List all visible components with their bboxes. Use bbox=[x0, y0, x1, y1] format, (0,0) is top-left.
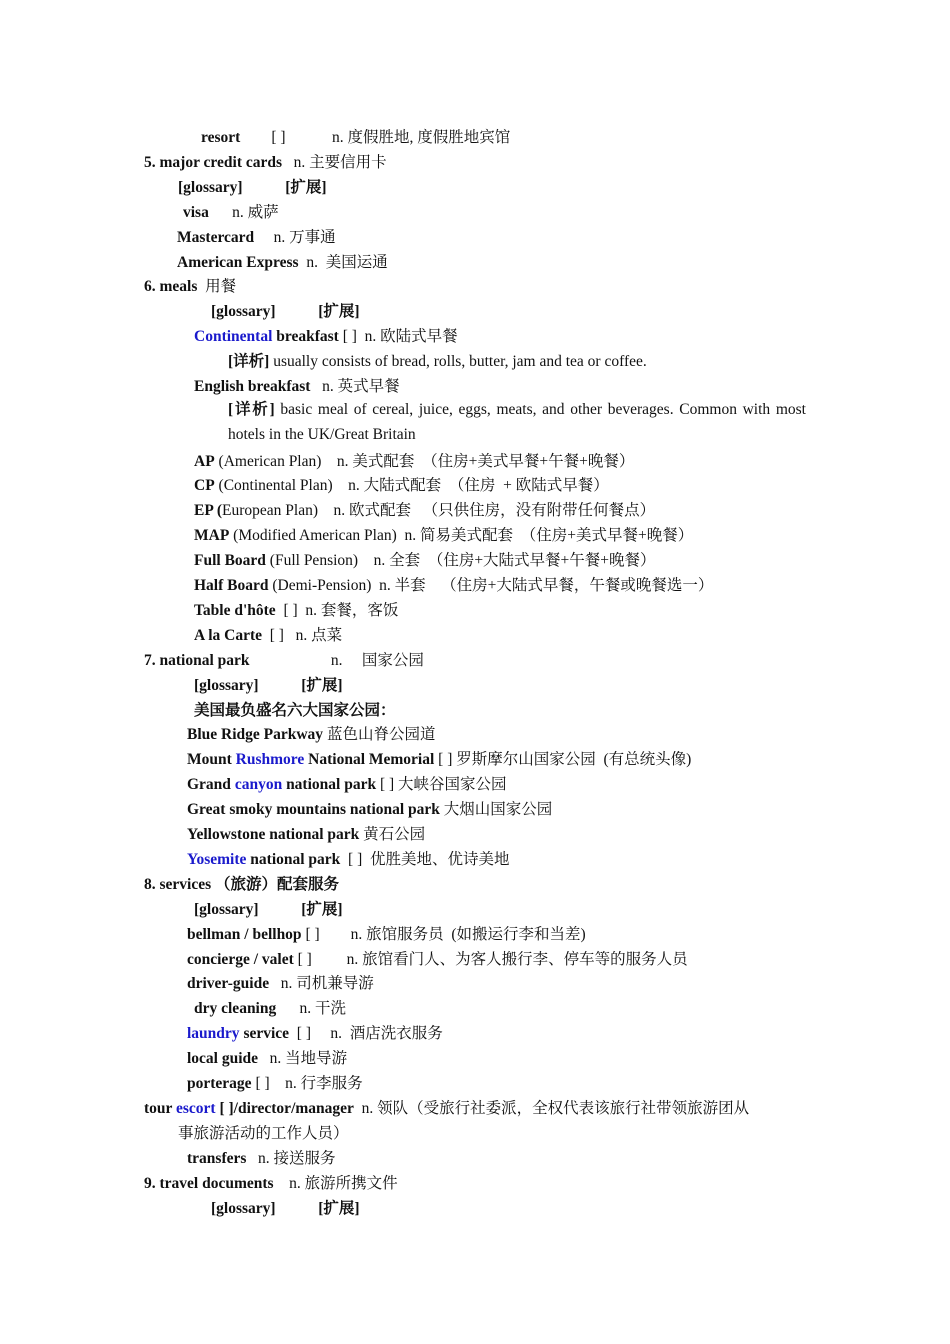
term-text: Table d'hôte bbox=[194, 602, 276, 619]
definition-text: [ ] 罗斯摩尔山国家公园 (有总统头像) bbox=[434, 751, 692, 768]
term-text: [详析] bbox=[228, 353, 270, 370]
term-text: driver-guide bbox=[187, 975, 270, 992]
document-line bbox=[211, 1199, 360, 1219]
document-line bbox=[194, 501, 655, 521]
document-line bbox=[194, 676, 343, 696]
term-text: laundry bbox=[187, 1025, 240, 1042]
definition-text: [ ] n. 旅馆服务员 (如搬运行李和当差) bbox=[301, 926, 586, 943]
definition-text: [ ] n. 度假胜地, 度假胜地宾馆 bbox=[240, 129, 511, 146]
definition-text: n. 英式早餐 bbox=[310, 378, 400, 395]
document-line bbox=[194, 601, 398, 621]
term-text: 5. major credit cards bbox=[144, 154, 283, 171]
document-line bbox=[194, 476, 609, 496]
definition-text: n. 当地导游 bbox=[258, 1050, 348, 1067]
document-line bbox=[194, 526, 693, 546]
document-line bbox=[194, 999, 346, 1019]
term-text: Mastercard bbox=[177, 229, 255, 246]
entry-tour-escort bbox=[144, 1099, 749, 1119]
definition-text: n. 威萨 bbox=[208, 204, 279, 221]
document-line bbox=[187, 1149, 336, 1169]
document-line bbox=[194, 576, 713, 596]
term-text: national park bbox=[246, 851, 341, 868]
definition-text: basic meal of cereal, juice, eggs, meats, and other beverages. Common with most hotels in the UK/Great Britain bbox=[228, 401, 806, 443]
term-text: bellman / bellhop bbox=[187, 926, 302, 943]
definition-text: (Continental Plan) n. 大陆式配套 （住房 + 欧陆式早餐） bbox=[214, 477, 609, 494]
definition-text: [ ] n. 点菜 bbox=[262, 627, 343, 644]
term-text: Rushmore bbox=[235, 751, 305, 768]
term-text: national park bbox=[282, 776, 377, 793]
term-text: canyon bbox=[234, 776, 283, 793]
entry-tour-escort-continuation bbox=[178, 1124, 349, 1144]
document-paragraph bbox=[228, 398, 806, 447]
term-text: local guide bbox=[187, 1050, 259, 1067]
term-text: transfers bbox=[187, 1150, 247, 1167]
term-text: Great smoky mountains national park bbox=[187, 801, 440, 818]
definition-text: n. 旅游所携文件 bbox=[273, 1175, 398, 1192]
term-text: [glossary] [扩展] bbox=[194, 677, 343, 694]
document-line bbox=[194, 327, 458, 347]
definition-text: n. 接送服务 bbox=[246, 1150, 336, 1167]
definition-text: n. 主要信用卡 bbox=[282, 154, 387, 171]
term-text: 8. services （旅游）配套服务 bbox=[144, 876, 340, 893]
document-line bbox=[144, 875, 339, 895]
definition-text: n. 万事通 bbox=[254, 229, 336, 246]
term-text: concierge / valet bbox=[187, 951, 294, 968]
term-text: Yosemite bbox=[187, 851, 247, 868]
term-text: Mount bbox=[187, 751, 236, 768]
term-text: Grand bbox=[187, 776, 235, 793]
entry-text: 事旅游活动的工作人员） bbox=[178, 1125, 349, 1142]
term-text: [glossary] [扩展] bbox=[178, 179, 327, 196]
document-line bbox=[194, 551, 656, 571]
document-line bbox=[144, 153, 387, 173]
document-line bbox=[144, 277, 236, 297]
term-text: 9. travel documents bbox=[144, 1175, 274, 1192]
document-line bbox=[187, 950, 688, 970]
definition-text: 用餐 bbox=[197, 278, 237, 295]
definition-text: [ ] n. 套餐，客饭 bbox=[275, 602, 399, 619]
document-line bbox=[201, 128, 510, 148]
term-text: porterage bbox=[187, 1075, 252, 1092]
term-text: [详析] bbox=[228, 401, 275, 418]
term-text: AP bbox=[194, 453, 215, 470]
definition-text: (Full Pension) n. 全套 （住房+大陆式早餐+午餐+晚餐） bbox=[265, 552, 656, 569]
term-text: resort bbox=[201, 129, 241, 146]
document-line bbox=[187, 1049, 347, 1069]
definition-text: European Plan) n. 欧式配套 （只供住房，没有附带任何餐点） bbox=[222, 502, 656, 519]
term-text: Half Board bbox=[194, 577, 269, 594]
document-line bbox=[178, 178, 327, 198]
document-line bbox=[187, 1024, 443, 1044]
term-text: CP bbox=[194, 477, 215, 494]
definition-text: n. 领队（受旅行社委派，全权代表该旅行社带领旅游团从 bbox=[353, 1100, 750, 1117]
document-line bbox=[187, 974, 374, 994]
document-line bbox=[187, 1074, 363, 1094]
definition-text: (American Plan) n. 美式配套 （住房+美式早餐+午餐+晚餐） bbox=[214, 453, 635, 470]
document-line bbox=[187, 750, 691, 770]
term-text: American Express bbox=[177, 254, 299, 271]
definition-text: (Demi-Pension) n. 半套 （住房+大陆式早餐，午餐或晚餐选一） bbox=[268, 577, 714, 594]
document-line bbox=[183, 203, 279, 223]
term-text: 美国最负盛名六大国家公园： bbox=[194, 702, 396, 719]
document-line bbox=[144, 651, 424, 671]
term-text: English breakfast bbox=[194, 378, 311, 395]
term-text: breakfast bbox=[272, 328, 339, 345]
definition-text: [ ] n. 行李服务 bbox=[251, 1075, 363, 1092]
definition-text: usually consists of bread, rolls, butter, jam and tea or coffee. bbox=[269, 353, 647, 370]
definition-text: [ ] 优胜美地、优诗美地 bbox=[340, 851, 510, 868]
definition-text: 大烟山国家公园 bbox=[439, 801, 553, 818]
document-line bbox=[187, 825, 425, 845]
term-text: visa bbox=[183, 204, 209, 221]
document-line bbox=[194, 452, 634, 472]
document-line bbox=[194, 701, 396, 721]
term-text: tour bbox=[144, 1100, 177, 1117]
term-text: [glossary] [扩展] bbox=[194, 901, 343, 918]
term-text: Yellowstone national park bbox=[187, 826, 360, 843]
document-line bbox=[194, 626, 342, 646]
term-text: [glossary] [扩展] bbox=[211, 303, 360, 320]
definition-text: [ ] n. 酒店洗衣服务 bbox=[289, 1025, 443, 1042]
definition-text: 黄石公园 bbox=[359, 826, 426, 843]
definition-text: [ ] 大峡谷国家公园 bbox=[376, 776, 507, 793]
term-text: escort bbox=[176, 1100, 216, 1117]
term-text: EP ( bbox=[194, 502, 222, 519]
document-line bbox=[177, 228, 336, 248]
term-text: National Memorial bbox=[304, 751, 435, 768]
term-text: MAP bbox=[194, 527, 230, 544]
term-text: Full Board bbox=[194, 552, 266, 569]
definition-text: [ ] n. 旅馆看门人、为客人搬行李、停车等的服务人员 bbox=[293, 951, 688, 968]
document-line bbox=[187, 800, 552, 820]
term-text: service bbox=[239, 1025, 290, 1042]
term-text: [glossary] [扩展] bbox=[211, 1200, 360, 1217]
term-text: 6. meals bbox=[144, 278, 198, 295]
term-text: [ ]/director/manager bbox=[215, 1100, 354, 1117]
document-line bbox=[187, 850, 510, 870]
term-text: dry cleaning bbox=[194, 1000, 277, 1017]
document-line bbox=[228, 352, 647, 372]
term-text: Blue Ridge Parkway bbox=[187, 726, 324, 743]
term-text: 7. national park bbox=[144, 652, 250, 669]
definition-text: n. 司机兼导游 bbox=[269, 975, 374, 992]
document-line bbox=[194, 377, 400, 397]
document-line bbox=[211, 302, 360, 322]
term-text: A la Carte bbox=[194, 627, 263, 644]
document-line bbox=[144, 1174, 398, 1194]
definition-text: 蓝色山脊公园道 bbox=[323, 726, 436, 743]
definition-text: [ ] n. 欧陆式早餐 bbox=[338, 328, 458, 345]
document-line bbox=[187, 775, 507, 795]
definition-text: (Modified American Plan) n. 简易美式配套 （住房+美式早餐+晚餐） bbox=[229, 527, 694, 544]
document-line bbox=[194, 900, 343, 920]
document-line bbox=[187, 725, 435, 745]
definition-text: n. 国家公园 bbox=[249, 652, 424, 669]
definition-text: n. 美国运通 bbox=[298, 254, 388, 271]
term-text: Continental bbox=[194, 328, 273, 345]
document-line bbox=[187, 925, 586, 945]
document-line bbox=[177, 253, 388, 273]
definition-text: n. 干洗 bbox=[276, 1000, 347, 1017]
